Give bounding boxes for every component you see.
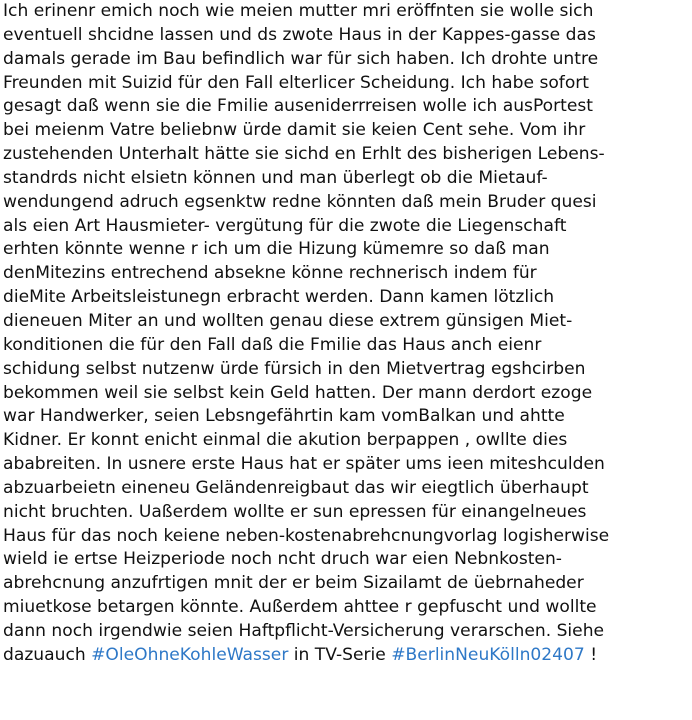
text-line-last xyxy=(3,644,692,668)
hashtag-berlin-neukoelln[interactable]: #BerlinNeuKölln02407 xyxy=(391,644,585,665)
last-line-suffix: ! xyxy=(584,644,598,665)
hashtag-ole-ohne-kohle-wasser[interactable]: #OleOhneKohleWasser xyxy=(91,644,289,665)
text-line-9: wendungend adruch egsenktw redne könnten daß mein Bruder quesi xyxy=(3,191,597,212)
text-line-25: abrehcnung anzufrtigen mnit der er beim Sizailamt de üebrnaheder xyxy=(3,573,584,594)
text-line-18: war Handwerker, seien Lebsngefährtin kam vomBalkan und ahtte xyxy=(3,406,565,427)
text-line-16: schidung selbst nutzenw ürde fürsich in den Mietvertrag egshcirben xyxy=(3,358,586,379)
text-line-17: bekommen weil sie selbst kein Geld hatten. Der mann derdort ezoge xyxy=(3,382,593,403)
text-line-12: denMitezins entrechend absekne könne rechnerisch indem für xyxy=(3,263,537,284)
text-line-7: zustehenden Unterhalt hätte sie sichd en Erhlt des bisherigen Lebens- xyxy=(3,144,605,165)
text-line-27: dann noch irgendwie seien Haftpflicht-Versicherung verarschen. Siehe xyxy=(3,620,605,641)
text-line-11: erhten könnte wenne r ich um die Hizung kümemre so daß man xyxy=(3,239,550,260)
text-line-2: eventuell shcidne lassen und ds zwote Haus in der Kappes-gasse das xyxy=(3,24,596,45)
text-line-15: konditionen die für den Fall daß die Fmilie das Haus anch eienr xyxy=(3,334,542,355)
text-line-23: Haus für das noch keiene neben-kostenabrehcnungvorlag logisherwise xyxy=(3,525,610,546)
text-line-14: dieneuen Miter an und wollten genau diese extrem günsigen Miet- xyxy=(3,310,573,331)
text-line-1: Ich erinenr emich noch wie meien mutter mri eröffnten sie wolle sich xyxy=(3,1,594,21)
text-line-4: Freunden mit Suizid für den Fall elterlicer Scheidung. Ich habe sofort xyxy=(3,72,590,93)
text-line-5: gesagt daß wenn sie die Fmilie auseniderrreisen wolle ich ausPortest xyxy=(3,96,593,117)
last-line-prefix: dazuauch xyxy=(3,644,92,665)
text-line-6: bei meienm Vatre beliebnw ürde damit sie keien Cent sehe. Vom ihr xyxy=(3,120,586,141)
text-line-22: nicht bruchten. Uaßerdem wollte er sun epressen für einangelneues xyxy=(3,501,587,522)
last-line-middle: in TV-Serie xyxy=(288,644,392,665)
text-line-3: damals gerade im Bau befindlich war für sich haben. Ich drohte untre xyxy=(3,48,599,69)
text-line-21: abzuarbeietn eineneu Geländenreigbaut das wir eiegtlich überhaupt xyxy=(3,477,589,498)
document-text-block xyxy=(3,0,692,668)
text-line-13: dieMite Arbeitsleistunegn erbracht werden. Dann kamen lötzlich xyxy=(3,287,555,308)
text-line-24: wield ie ertse Heizperiode noch ncht druch war eien Nebnkosten- xyxy=(3,549,562,570)
text-line-26: miuetkose betargen könnte. Außerdem ahttee r gepfuscht und wollte xyxy=(3,597,597,618)
text-line-10: als eien Art Hausmieter- vergütung für die zwote die Liegenschaft xyxy=(3,215,567,236)
text-line-19: Kidner. Er konnt enicht einmal die akution berpappen , owllte dies xyxy=(3,430,568,451)
text-line-20: ababreiten. In usnere erste Haus hat er später ums ieen miteshculden xyxy=(3,454,605,475)
text-line-8: standrds nicht elsietn können und man überlegt ob die Mietauf- xyxy=(3,167,548,188)
